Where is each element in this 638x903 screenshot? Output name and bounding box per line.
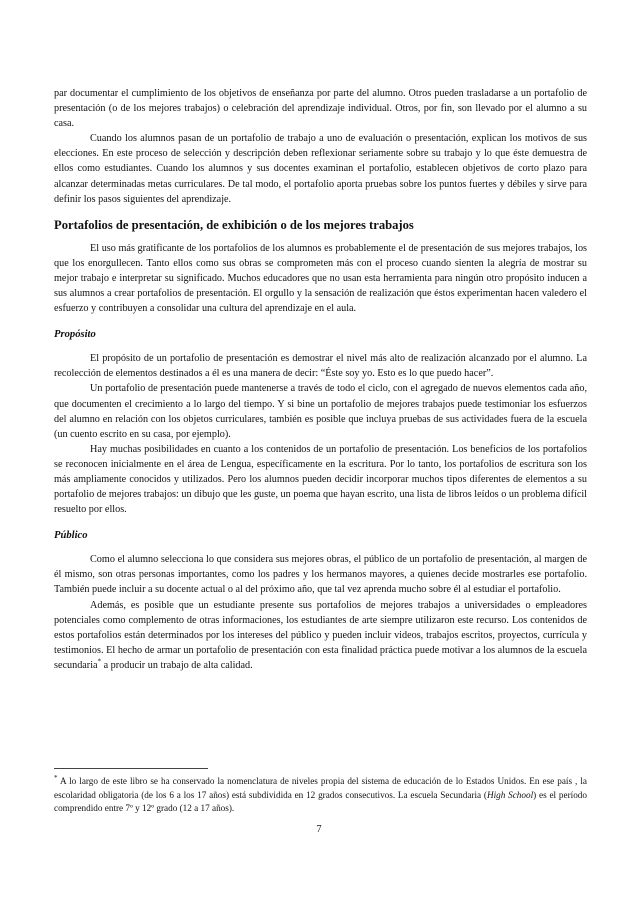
- paragraph-4: El propósito de un portafolio de presentación es demostrar el nivel más alto de realización alcanzado por el alumno. La recolección de elementos destinados a él es una manera de decir: “Éste soy yo. Esto es lo que puedo hacer”.: [54, 353, 587, 380]
- page-body: [54, 86, 587, 673]
- footnote-text-a: A lo largo de este libro se ha conservado la nomenclatura de niveles propia del sistema de educación de lo Estados Unidos. En ese país , la escolaridad obligatoria (de los 6 a los 17 años) está subdividida en 12 grados consecutivos. La escuela Secundaria (: [54, 776, 587, 800]
- footnote: [54, 775, 587, 816]
- footnote-reference-marker: *: [97, 657, 102, 666]
- paragraph-8-text-a: Además, es posible que un estudiante presente sus portafolios de mejores trabajos a universidades o empleadores potenciales como complemento de otras informaciones, los estudiantes de arte siempre utilizaron este recurso. Los contenidos de estos portafolios están determinados por los intereses del público y pueden incluir videos, trabajos escritos, proyectos, currícula y testimonios. El hecho de armar un portafolio de presentación con esta finalidad práctica puede motivar a los alumnos de la escuela secundaria: [54, 599, 587, 671]
- footnote-text-italic: High School: [486, 789, 534, 800]
- paragraph-7: Como el alumno selecciona lo que considera sus mejores obras, el público de un portafolio de presentación, al margen de él mismo, son otras personas importantes, como los padres y los hermanos mayores, a quienes decide mostrarles ese portafolio. También puede incluir a su docente actual o al del próximo año, que tal vez aprenda mucho sobre él al estudiar el portafolio.: [54, 554, 587, 596]
- footnote-marker: *: [54, 773, 58, 782]
- paragraph-2: Cuando los alumnos pasan de un portafolio de trabajo a uno de evaluación o presentación, explican los motivos de sus elecciones. En este proceso de selección y descripción deben reflexionar seriamente sobre su trabajo y lo que éste demuestra de ellos como estudiantes. Cuando los alumnos y sus docentes examinan el portafolio, establecen objetivos de corto plazo para alcanzar determinadas metas curriculares. De tal modo, el portafolio aporta pruebas sobre los puntos fuertes y débiles y sirve para definir los pasos siguientes del aprendizaje.: [54, 133, 587, 205]
- subheading-publico: Público: [54, 530, 88, 542]
- paragraph-3: El uso más gratificante de los portafolios de los alumnos es probablemente el de presentación de sus mejores trabajos, los que los enorgullecen. Tanto ellos como sus obras se comprometen más con el proceso cuando sienten la alegría de mostrar su mejor trabajo e interpretar su significado. Muchos educadores que no usan esta herramienta para ningún otro propósito inducen a sus alumnos a crear portafolios de presentación. El orgullo y la sensación de realización que éstos experimentan hacen valedero el esfuerzo y contribuyen a consolidar una cultura del aprendizaje en el aula.: [54, 242, 587, 315]
- subheading-proposito: Propósito: [54, 329, 96, 341]
- page-number: 7: [316, 824, 322, 835]
- paragraph-8: [54, 598, 587, 673]
- footnote-separator: [54, 768, 208, 769]
- paragraph-6: Hay muchas posibilidades en cuanto a los contenidos de un portafolio de presentación. Los beneficios de los portafolios se reconocen inicialmente en el área de Lengua, específicamente en la escritura. Por lo tanto, los portafolios de escritura son los más ampliamente conocidos y utilizados. Pero los alumnos pueden decidir incorporar muchos tipos diferentes de elementos a su portafolio de mejores trabajos: un dibujo que les guste, un poema que hayan escrito, una lista de libros leídos o un problema difícil resuelto por ellos.: [54, 443, 587, 516]
- section-heading-portafolios-presentacion: Portafolios de presentación, de exhibición o de los mejores trabajos: [54, 217, 414, 232]
- paragraph-1: par documentar el cumplimiento de los objetivos de enseñanza por parte del alumno. Otros pueden trasladarse a un portafolio de presentación (o de los mejores trabajos) o celebración del aprendizaje individual. Otros, por fin, son llevado por el alumno a su casa.: [54, 88, 587, 130]
- footnote-text-b: ) es el período comprendido entre 7º y 12º grado (12 a 17 años).: [54, 789, 587, 814]
- paragraph-5: Un portafolio de presentación puede mantenerse a través de todo el ciclo, con el agregado de nuevos elementos cada año, que documenten el crecimiento a lo largo del tiempo. Y si bine un portafolio de mejores trabajos puede testimoniar los esfuerzos del alumno en relación con los objetos curriculares, también es posible que incluya pruebas de sus actividades fuera de la escuela (un cuento escrito en su casa, por ejemplo).: [54, 383, 587, 440]
- paragraph-8-text-b: a producir un trabajo de alta calidad.: [101, 659, 253, 671]
